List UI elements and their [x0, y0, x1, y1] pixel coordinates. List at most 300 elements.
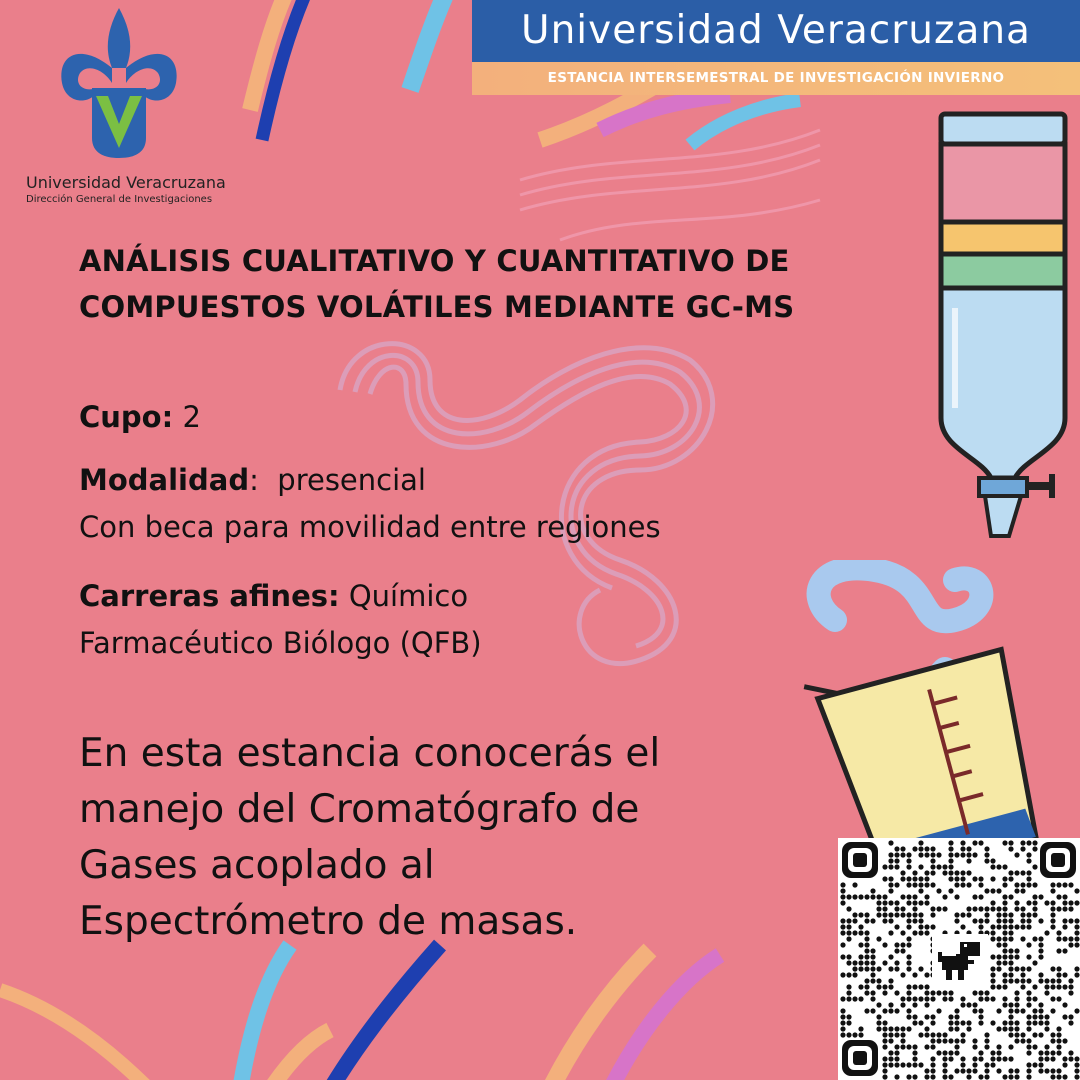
qr-module: [1032, 906, 1037, 911]
qr-module: [876, 966, 881, 971]
qr-module: [918, 840, 923, 845]
qr-module: [1050, 906, 1055, 911]
qr-module: [912, 1050, 917, 1055]
qr-module: [978, 1008, 983, 1013]
qr-module: [846, 906, 851, 911]
qr-module: [1068, 942, 1073, 947]
qr-module: [1044, 1056, 1049, 1061]
qr-module: [876, 936, 881, 941]
qr-module: [954, 1026, 959, 1031]
qr-module: [894, 1050, 899, 1055]
qr-module: [1002, 1020, 1007, 1025]
qr-module: [1068, 1050, 1073, 1055]
qr-module: [924, 876, 929, 881]
qr-module: [1026, 1068, 1031, 1073]
qr-module: [960, 1068, 965, 1073]
qr-module: [1008, 846, 1013, 851]
qr-module: [984, 990, 989, 995]
qr-module: [1026, 996, 1031, 1001]
qr-module: [864, 954, 869, 959]
qr-module: [1068, 990, 1073, 995]
qr-module: [924, 1044, 929, 1049]
qr-module: [990, 936, 995, 941]
qr-module: [912, 918, 917, 923]
qr-module: [1062, 906, 1067, 911]
qr-module: [912, 1014, 917, 1019]
qr-module: [900, 942, 905, 947]
qr-module: [1038, 1068, 1043, 1073]
qr-module: [972, 840, 977, 845]
qr-module: [924, 1002, 929, 1007]
qr-module: [930, 1014, 935, 1019]
qr-module: [1008, 1032, 1013, 1037]
qr-module: [996, 1056, 1001, 1061]
qr-module: [1008, 840, 1013, 845]
qr-module: [954, 1020, 959, 1025]
qr-module: [1074, 942, 1079, 947]
qr-module: [996, 960, 1001, 965]
qr-module: [960, 996, 965, 1001]
qr-module: [894, 1044, 899, 1049]
qr-module: [912, 996, 917, 1001]
qr-module: [882, 1044, 887, 1049]
qr-module: [942, 1068, 947, 1073]
qr-module: [984, 1068, 989, 1073]
qr-module: [1002, 930, 1007, 935]
qr-module: [954, 912, 959, 917]
qr-module: [966, 1026, 971, 1031]
qr-module: [1008, 912, 1013, 917]
qr-module: [858, 930, 863, 935]
qr-module: [1026, 1050, 1031, 1055]
qr-module: [924, 990, 929, 995]
qr-module: [1020, 966, 1025, 971]
qr-module: [1038, 918, 1043, 923]
qr-module: [1014, 852, 1019, 857]
qr-module: [1002, 1056, 1007, 1061]
qr-module: [846, 960, 851, 965]
qr-module: [1026, 1062, 1031, 1067]
qr-module: [918, 984, 923, 989]
qr-module: [1032, 900, 1037, 905]
qr-module: [906, 1014, 911, 1019]
qr-module: [990, 906, 995, 911]
qr-module: [1002, 984, 1007, 989]
qr-module: [1050, 1032, 1055, 1037]
qr-module: [978, 1014, 983, 1019]
qr-module: [1056, 894, 1061, 899]
qr-module: [1014, 990, 1019, 995]
qr-module: [942, 990, 947, 995]
qr-module: [1044, 990, 1049, 995]
qr-module: [1056, 1074, 1061, 1079]
qr-module: [906, 882, 911, 887]
qr-module: [996, 942, 1001, 947]
qr-module: [888, 1050, 893, 1055]
qr-module: [1008, 894, 1013, 899]
qr-module: [1032, 1020, 1037, 1025]
qr-module: [990, 1050, 995, 1055]
qr-module: [1032, 1014, 1037, 1019]
carreras-line: [79, 579, 468, 613]
qr-module: [864, 936, 869, 941]
qr-module: [888, 852, 893, 857]
qr-module: [852, 894, 857, 899]
qr-module: [984, 858, 989, 863]
qr-module: [912, 972, 917, 977]
qr-module: [918, 888, 923, 893]
qr-module: [876, 1014, 881, 1019]
qr-module: [930, 864, 935, 869]
qr-module: [972, 1002, 977, 1007]
qr-module: [984, 888, 989, 893]
qr-module: [1014, 900, 1019, 905]
qr-module: [906, 858, 911, 863]
qr-module: [1014, 978, 1019, 983]
qr-module: [1002, 912, 1007, 917]
qr-module: [948, 1038, 953, 1043]
qr-module: [912, 1002, 917, 1007]
qr-module: [846, 930, 851, 935]
qr-module: [1074, 918, 1079, 923]
qr-module: [984, 1032, 989, 1037]
qr-code-icon[interactable]: [838, 838, 1080, 1080]
qr-module: [996, 1026, 1001, 1031]
qr-module: [900, 972, 905, 977]
qr-module: [1056, 882, 1061, 887]
qr-module: [894, 852, 899, 857]
qr-module: [978, 894, 983, 899]
qr-module: [1056, 1044, 1061, 1049]
qr-module: [864, 966, 869, 971]
qr-module: [960, 852, 965, 857]
qr-module: [1014, 1002, 1019, 1007]
qr-module: [888, 930, 893, 935]
qr-module: [882, 1026, 887, 1031]
qr-module: [1002, 948, 1007, 953]
qr-module: [984, 1044, 989, 1049]
qr-module: [1056, 936, 1061, 941]
qr-module: [900, 1026, 905, 1031]
qr-module: [1056, 1032, 1061, 1037]
qr-module: [1074, 924, 1079, 929]
qr-module: [858, 1032, 863, 1037]
qr-module: [1014, 888, 1019, 893]
qr-module: [894, 960, 899, 965]
qr-module: [1062, 918, 1067, 923]
qr-module: [984, 906, 989, 911]
qr-module: [1008, 1056, 1013, 1061]
qr-module: [1062, 936, 1067, 941]
qr-module: [1032, 864, 1037, 869]
qr-module: [1020, 870, 1025, 875]
qr-module: [1014, 906, 1019, 911]
qr-module: [978, 996, 983, 1001]
qr-module: [1008, 954, 1013, 959]
qr-module: [906, 918, 911, 923]
qr-module: [1044, 1050, 1049, 1055]
qr-module: [1032, 936, 1037, 941]
qr-module: [1062, 1062, 1067, 1067]
qr-module: [888, 1002, 893, 1007]
qr-module: [990, 876, 995, 881]
qr-module: [954, 918, 959, 923]
qr-module: [888, 840, 893, 845]
qr-module: [930, 1044, 935, 1049]
qr-module: [930, 852, 935, 857]
qr-module: [864, 894, 869, 899]
qr-module: [1020, 936, 1025, 941]
qr-module: [924, 894, 929, 899]
qr-module: [972, 918, 977, 923]
qr-module: [1020, 978, 1025, 983]
qr-module: [930, 1056, 935, 1061]
qr-module: [894, 900, 899, 905]
qr-module: [1038, 954, 1043, 959]
qr-module: [924, 882, 929, 887]
qr-module: [894, 846, 899, 851]
qr-module: [984, 918, 989, 923]
qr-module: [1008, 978, 1013, 983]
qr-module: [990, 930, 995, 935]
qr-module: [948, 876, 953, 881]
qr-module: [990, 858, 995, 863]
qr-module: [1044, 978, 1049, 983]
qr-module: [876, 978, 881, 983]
qr-module: [906, 1062, 911, 1067]
qr-module: [1014, 996, 1019, 1001]
qr-module: [918, 918, 923, 923]
qr-module: [858, 924, 863, 929]
qr-module: [852, 972, 857, 977]
qr-module: [1014, 882, 1019, 887]
qr-module: [1038, 948, 1043, 953]
cupo-line: [79, 400, 201, 434]
carreras-value-2: Farmacéutico Biólogo (QFB): [79, 626, 482, 660]
qr-module: [930, 1068, 935, 1073]
qr-module: [912, 870, 917, 875]
qr-module: [894, 1074, 899, 1079]
qr-module: [918, 852, 923, 857]
qr-module: [1038, 1014, 1043, 1019]
qr-module: [1002, 918, 1007, 923]
qr-module: [888, 1038, 893, 1043]
qr-module: [894, 966, 899, 971]
qr-module: [870, 966, 875, 971]
qr-module: [864, 1008, 869, 1013]
qr-module: [1056, 906, 1061, 911]
qr-module: [876, 906, 881, 911]
qr-module: [1026, 870, 1031, 875]
qr-module: [894, 864, 899, 869]
qr-module: [984, 912, 989, 917]
qr-module: [1038, 1020, 1043, 1025]
qr-module: [852, 882, 857, 887]
qr-module: [888, 864, 893, 869]
qr-module: [948, 1026, 953, 1031]
qr-module: [1074, 936, 1079, 941]
qr-module: [1062, 1002, 1067, 1007]
qr-module: [840, 1014, 845, 1019]
qr-module: [990, 996, 995, 1001]
qr-module: [864, 912, 869, 917]
qr-module: [1002, 900, 1007, 905]
qr-module: [966, 906, 971, 911]
qr-module: [948, 1014, 953, 1019]
qr-module: [936, 852, 941, 857]
qr-module: [846, 996, 851, 1001]
qr-module: [858, 954, 863, 959]
qr-module: [894, 924, 899, 929]
qr-module: [882, 990, 887, 995]
qr-module: [1008, 870, 1013, 875]
qr-module: [858, 960, 863, 965]
qr-module: [852, 918, 857, 923]
qr-module: [1062, 1038, 1067, 1043]
qr-module: [1026, 942, 1031, 947]
qr-module: [990, 966, 995, 971]
qr-module: [894, 1056, 899, 1061]
qr-module: [954, 1008, 959, 1013]
qr-module: [846, 972, 851, 977]
qr-module: [948, 864, 953, 869]
qr-module: [1020, 846, 1025, 851]
qr-module: [858, 984, 863, 989]
qr-module: [1050, 900, 1055, 905]
qr-module: [1026, 1002, 1031, 1007]
qr-module: [882, 864, 887, 869]
qr-module: [888, 954, 893, 959]
qr-module: [906, 852, 911, 857]
qr-module: [1020, 924, 1025, 929]
qr-module: [972, 1008, 977, 1013]
qr-module: [996, 918, 1001, 923]
qr-module: [1026, 924, 1031, 929]
qr-module: [942, 1050, 947, 1055]
qr-module: [1074, 972, 1079, 977]
qr-module: [936, 990, 941, 995]
uv-logo-icon: [12, 8, 227, 168]
qr-module: [1032, 882, 1037, 887]
qr-module: [990, 984, 995, 989]
qr-module: [918, 1062, 923, 1067]
qr-module: [1026, 876, 1031, 881]
qr-module: [990, 1056, 995, 1061]
qr-module: [1008, 876, 1013, 881]
qr-module: [990, 924, 995, 929]
qr-module: [882, 1068, 887, 1073]
qr-module: [978, 840, 983, 845]
qr-module: [906, 1026, 911, 1031]
qr-module: [882, 918, 887, 923]
qr-module: [1008, 1020, 1013, 1025]
qr-module: [912, 1044, 917, 1049]
qr-module: [888, 876, 893, 881]
qr-module: [1050, 924, 1055, 929]
qr-module: [858, 894, 863, 899]
qr-module: [1026, 1026, 1031, 1031]
qr-module: [918, 900, 923, 905]
qr-module: [846, 936, 851, 941]
qr-module: [1050, 966, 1055, 971]
qr-module: [954, 1044, 959, 1049]
qr-module: [948, 1074, 953, 1079]
qr-module: [888, 858, 893, 863]
qr-module: [942, 996, 947, 1001]
qr-module: [996, 984, 1001, 989]
qr-module: [882, 960, 887, 965]
qr-module: [1002, 840, 1007, 845]
qr-module: [948, 996, 953, 1001]
qr-module: [924, 846, 929, 851]
qr-module: [954, 852, 959, 857]
qr-module: [924, 852, 929, 857]
qr-module: [1014, 1074, 1019, 1079]
qr-module: [1038, 1008, 1043, 1013]
qr-module: [1008, 1002, 1013, 1007]
qr-module: [978, 906, 983, 911]
qr-module: [1014, 924, 1019, 929]
qr-module: [1008, 918, 1013, 923]
qr-module: [900, 876, 905, 881]
qr-module: [846, 1032, 851, 1037]
qr-module: [912, 1056, 917, 1061]
qr-module: [1074, 888, 1079, 893]
qr-module: [900, 1038, 905, 1043]
qr-module: [846, 954, 851, 959]
qr-module: [1032, 1008, 1037, 1013]
qr-module: [1014, 966, 1019, 971]
qr-module: [990, 864, 995, 869]
qr-module: [852, 930, 857, 935]
qr-module: [864, 918, 869, 923]
qr-module: [852, 966, 857, 971]
qr-module: [1008, 966, 1013, 971]
qr-module: [900, 1062, 905, 1067]
qr-module: [906, 990, 911, 995]
qr-module: [906, 1074, 911, 1079]
qr-module: [870, 960, 875, 965]
qr-module: [870, 954, 875, 959]
qr-module: [1020, 918, 1025, 923]
qr-module: [888, 978, 893, 983]
qr-module: [990, 978, 995, 983]
qr-module: [840, 1008, 845, 1013]
qr-module: [870, 894, 875, 899]
qr-module: [930, 924, 935, 929]
qr-module: [1026, 1074, 1031, 1079]
qr-module: [1056, 948, 1061, 953]
qr-module: [840, 918, 845, 923]
qr-module: [1074, 900, 1079, 905]
qr-module: [906, 954, 911, 959]
qr-module: [882, 1062, 887, 1067]
description-line-3: Gases acoplado al: [79, 843, 435, 888]
qr-module: [912, 1062, 917, 1067]
qr-module: [846, 918, 851, 923]
qr-module: [1044, 1044, 1049, 1049]
qr-module: [1008, 960, 1013, 965]
qr-module: [852, 912, 857, 917]
qr-module: [954, 1050, 959, 1055]
qr-module: [912, 930, 917, 935]
qr-module: [1056, 1038, 1061, 1043]
qr-module: [966, 846, 971, 851]
qr-module: [1050, 888, 1055, 893]
qr-module: [936, 1008, 941, 1013]
qr-module: [972, 906, 977, 911]
qr-module: [888, 888, 893, 893]
